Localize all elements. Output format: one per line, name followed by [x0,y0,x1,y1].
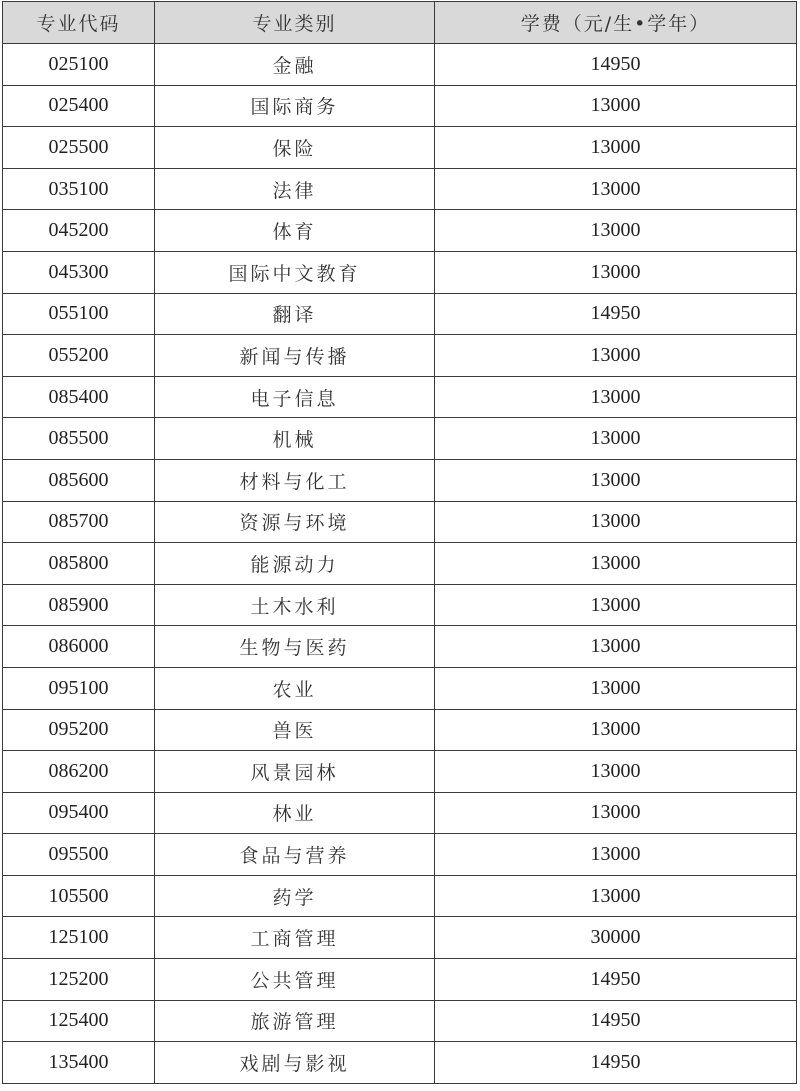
fee-cell: 13000 [435,543,797,585]
category-cell: 国际中文教育 [155,251,435,293]
table-row [3,459,797,501]
fee-cell: 13000 [435,792,797,834]
table-row [3,85,797,127]
category-cell: 工商管理 [155,917,435,959]
code-cell: 085800 [3,543,155,585]
code-cell: 025500 [3,127,155,169]
category-cell: 土木水利 [155,584,435,626]
code-cell: 095100 [3,667,155,709]
category-cell: 保险 [155,127,435,169]
code-cell: 055200 [3,335,155,377]
code-cell: 085600 [3,459,155,501]
code-cell: 125100 [3,917,155,959]
category-cell: 农业 [155,667,435,709]
table-row [3,376,797,418]
table-row [3,751,797,793]
code-cell: 095500 [3,834,155,876]
code-cell: 055100 [3,293,155,335]
fee-cell: 13000 [435,875,797,917]
table-row [3,293,797,335]
code-cell: 045200 [3,210,155,252]
code-cell: 025100 [3,44,155,86]
code-cell: 085900 [3,584,155,626]
fee-cell: 13000 [435,210,797,252]
fee-cell: 13000 [435,584,797,626]
code-cell: 095400 [3,792,155,834]
table-row [3,584,797,626]
code-cell: 125200 [3,959,155,1001]
table-row [3,626,797,668]
header-category: 专业类别 [155,2,435,44]
table-row [3,168,797,210]
table-row [3,959,797,1001]
category-cell: 新闻与传播 [155,335,435,377]
category-cell: 体育 [155,210,435,252]
category-cell: 法律 [155,168,435,210]
table-row [3,917,797,959]
category-cell: 材料与化工 [155,459,435,501]
category-cell: 旅游管理 [155,1000,435,1042]
code-cell: 025400 [3,85,155,127]
fee-cell: 13000 [435,127,797,169]
table-row [3,501,797,543]
category-cell: 国际商务 [155,85,435,127]
fee-cell: 30000 [435,917,797,959]
code-cell: 085500 [3,418,155,460]
code-cell: 045300 [3,251,155,293]
code-cell: 125400 [3,1000,155,1042]
category-cell: 电子信息 [155,376,435,418]
fee-cell: 14950 [435,44,797,86]
table-row [3,792,797,834]
code-cell: 086200 [3,751,155,793]
fee-cell: 13000 [435,751,797,793]
category-cell: 翻译 [155,293,435,335]
table-row [3,1042,797,1084]
category-cell: 公共管理 [155,959,435,1001]
table-row [3,418,797,460]
code-cell: 085400 [3,376,155,418]
code-cell: 095200 [3,709,155,751]
code-cell: 135400 [3,1042,155,1084]
code-cell: 105500 [3,875,155,917]
header-fee: 学费（元/生•学年） [435,2,797,44]
fee-cell: 13000 [435,667,797,709]
table-header [3,2,797,44]
fee-cell: 13000 [435,501,797,543]
table-row [3,667,797,709]
fee-cell: 13000 [435,376,797,418]
table-row [3,210,797,252]
category-cell: 资源与环境 [155,501,435,543]
table-body [3,44,797,1084]
category-cell: 金融 [155,44,435,86]
fee-cell: 13000 [435,251,797,293]
header-code: 专业代码 [3,2,155,44]
fee-cell: 13000 [435,626,797,668]
code-cell: 085700 [3,501,155,543]
category-cell: 药学 [155,875,435,917]
category-cell: 戏剧与影视 [155,1042,435,1084]
fee-cell: 14950 [435,293,797,335]
fee-cell: 13000 [435,834,797,876]
category-cell: 生物与医药 [155,626,435,668]
category-cell: 能源动力 [155,543,435,585]
category-cell: 食品与营养 [155,834,435,876]
table-row [3,335,797,377]
table-row [3,834,797,876]
fee-cell: 13000 [435,459,797,501]
table-row [3,251,797,293]
fee-cell: 13000 [435,168,797,210]
fee-cell: 13000 [435,418,797,460]
fee-cell: 14950 [435,1000,797,1042]
fee-cell: 13000 [435,85,797,127]
category-cell: 林业 [155,792,435,834]
table-row [3,1000,797,1042]
fee-cell: 13000 [435,335,797,377]
tuition-fee-table [2,1,797,1084]
table-row [3,44,797,86]
table-row [3,875,797,917]
category-cell: 兽医 [155,709,435,751]
code-cell: 035100 [3,168,155,210]
fee-cell: 14950 [435,959,797,1001]
fee-cell: 13000 [435,709,797,751]
code-cell: 086000 [3,626,155,668]
table-row [3,543,797,585]
table-row [3,709,797,751]
fee-cell: 14950 [435,1042,797,1084]
category-cell: 风景园林 [155,751,435,793]
header-row [3,2,797,44]
table-row [3,127,797,169]
category-cell: 机械 [155,418,435,460]
